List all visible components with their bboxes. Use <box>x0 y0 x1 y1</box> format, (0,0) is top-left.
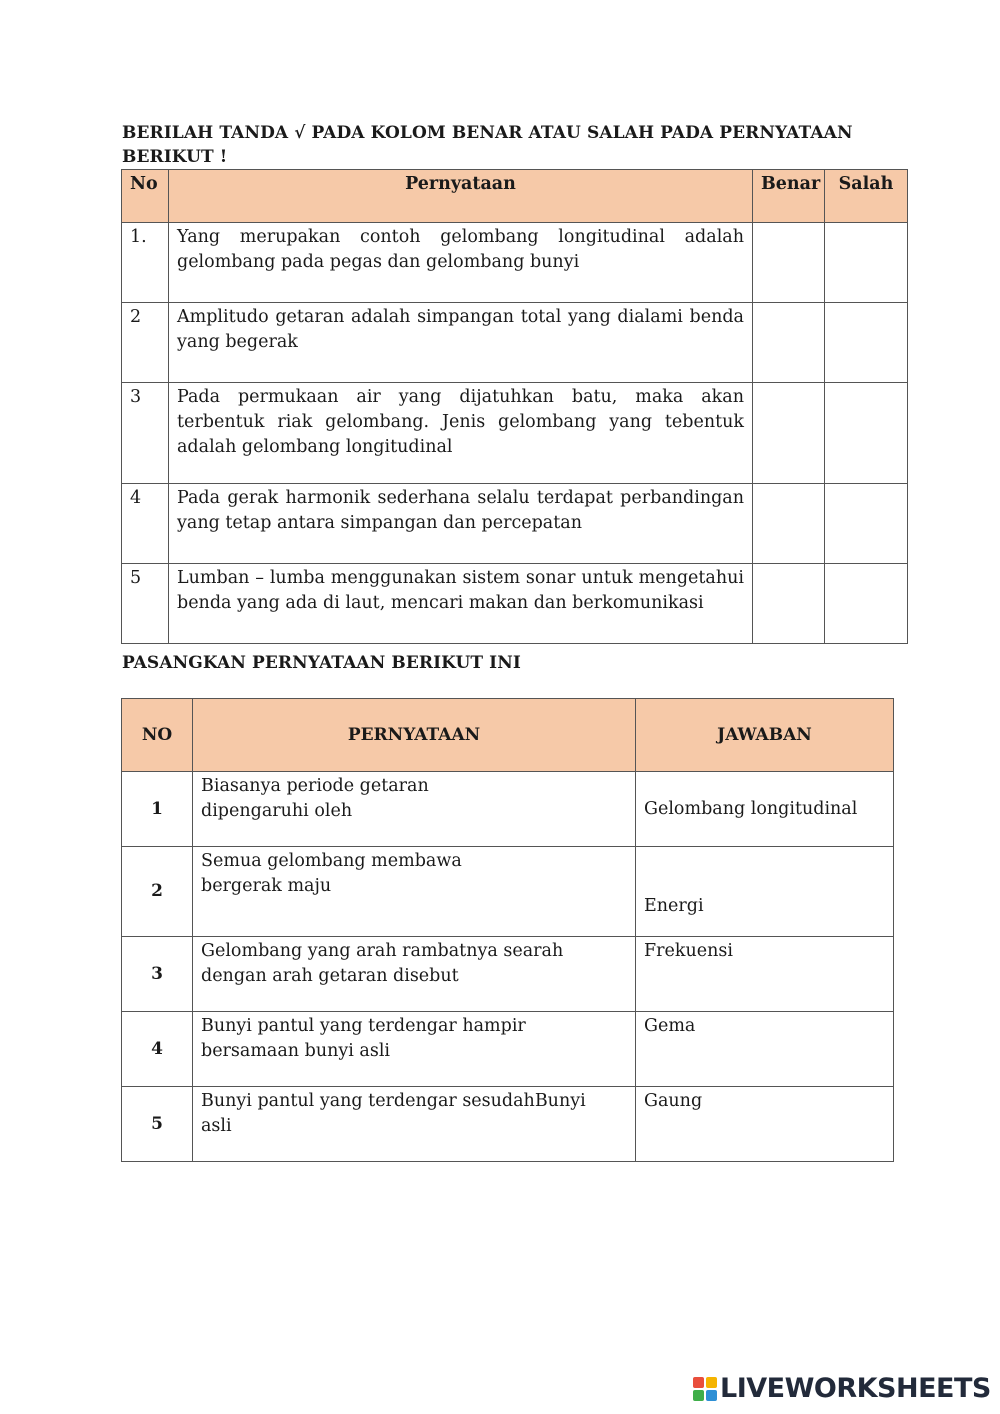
row-number: 3 <box>122 937 193 1012</box>
row-number: 2 <box>122 847 193 937</box>
false-checkbox-cell[interactable] <box>825 564 908 644</box>
table-header-row <box>122 170 908 223</box>
true-checkbox-cell[interactable] <box>753 223 825 303</box>
true-checkbox-cell[interactable] <box>753 484 825 564</box>
statement-line: Semua gelombang membawa <box>201 851 462 871</box>
liveworksheets-logo-text: LIVEWORKSHEETS <box>720 1373 991 1404</box>
true-checkbox-cell[interactable] <box>753 564 825 644</box>
statement: Lumban – lumba menggunakan sistem sonar untuk mengetahui benda yang ada di laut, mencari makan dan berkomunikasi <box>169 564 753 644</box>
section1-heading: BERILAH TANDA √ PADA KOLOM BENAR ATAU SALAH PADA PERNYATAAN BERIKUT ! <box>122 123 853 167</box>
answer-option[interactable]: Energi <box>636 847 894 937</box>
table-row <box>122 1087 894 1162</box>
statement-line: Gelombang yang arah rambatnya searah <box>201 941 564 961</box>
row-number: 1 <box>122 772 193 847</box>
row-number: 3 <box>122 383 169 484</box>
statement-line: Bunyi pantul yang terdengar hampir <box>201 1016 526 1036</box>
answer-option[interactable]: Gelombang longitudinal <box>636 772 894 847</box>
true-checkbox-cell[interactable] <box>753 383 825 484</box>
col-header-statement: Pernyataan <box>169 170 753 223</box>
table-row <box>122 937 894 1012</box>
row-number: 5 <box>122 564 169 644</box>
statement-line: dengan arah getaran disebut <box>201 966 459 986</box>
statement <box>193 1087 636 1162</box>
statement <box>193 937 636 1012</box>
table-row <box>122 564 908 644</box>
statement-line: asli <box>201 1116 232 1136</box>
true-checkbox-cell[interactable] <box>753 303 825 383</box>
row-number: 5 <box>122 1087 193 1162</box>
answer-option[interactable]: Frekuensi <box>636 937 894 1012</box>
col-header-false: Salah <box>825 170 908 223</box>
table-row <box>122 223 908 303</box>
row-number: 2 <box>122 303 169 383</box>
false-checkbox-cell[interactable] <box>825 383 908 484</box>
row-number: 4 <box>122 484 169 564</box>
col-header-answer: JAWABAN <box>636 699 894 772</box>
liveworksheets-logo <box>693 1374 991 1404</box>
statement-line: bersamaan bunyi asli <box>201 1041 391 1061</box>
statement: Pada gerak harmonik sederhana selalu terdapat perbandingan yang tetap antara simpangan dan percepatan <box>169 484 753 564</box>
table-row <box>122 1012 894 1087</box>
matching-table <box>121 698 894 1162</box>
statement <box>193 847 636 937</box>
statement: Pada permukaan air yang dijatuhkan batu, maka akan terbentuk riak gelombang. Jenis gelombang yang tebentuk adalah gelombang longitudinal <box>169 383 753 484</box>
statement: Amplitudo getaran adalah simpangan total yang dialami benda yang begerak <box>169 303 753 383</box>
statement <box>193 772 636 847</box>
false-checkbox-cell[interactable] <box>825 484 908 564</box>
statement-line: Biasanya periode getaran <box>201 776 429 796</box>
answer-option[interactable]: Gema <box>636 1012 894 1087</box>
table-row <box>122 772 894 847</box>
statement: Yang merupakan contoh gelombang longitudinal adalah gelombang pada pegas dan gelombang bunyi <box>169 223 753 303</box>
table-row <box>122 303 908 383</box>
false-checkbox-cell[interactable] <box>825 303 908 383</box>
table-row <box>122 484 908 564</box>
col-header-no: NO <box>122 699 193 772</box>
table-row <box>122 847 894 937</box>
table-header-row <box>122 699 894 772</box>
statement-line: Bunyi pantul yang terdengar sesudahBunyi <box>201 1091 586 1111</box>
liveworksheets-logo-icon <box>693 1377 717 1401</box>
statement-line: bergerak maju <box>201 876 332 896</box>
answer-option[interactable]: Gaung <box>636 1087 894 1162</box>
false-checkbox-cell[interactable] <box>825 223 908 303</box>
section2-heading: PASANGKAN PERNYATAAN BERIKUT INI <box>122 653 521 673</box>
statement <box>193 1012 636 1087</box>
row-number: 4 <box>122 1012 193 1087</box>
statement-line: dipengaruhi oleh <box>201 801 353 821</box>
col-header-no: No <box>122 170 169 223</box>
col-header-statement: PERNYATAAN <box>193 699 636 772</box>
row-number: 1. <box>122 223 169 303</box>
table-row <box>122 383 908 484</box>
true-false-table <box>121 169 908 644</box>
col-header-true: Benar <box>753 170 825 223</box>
